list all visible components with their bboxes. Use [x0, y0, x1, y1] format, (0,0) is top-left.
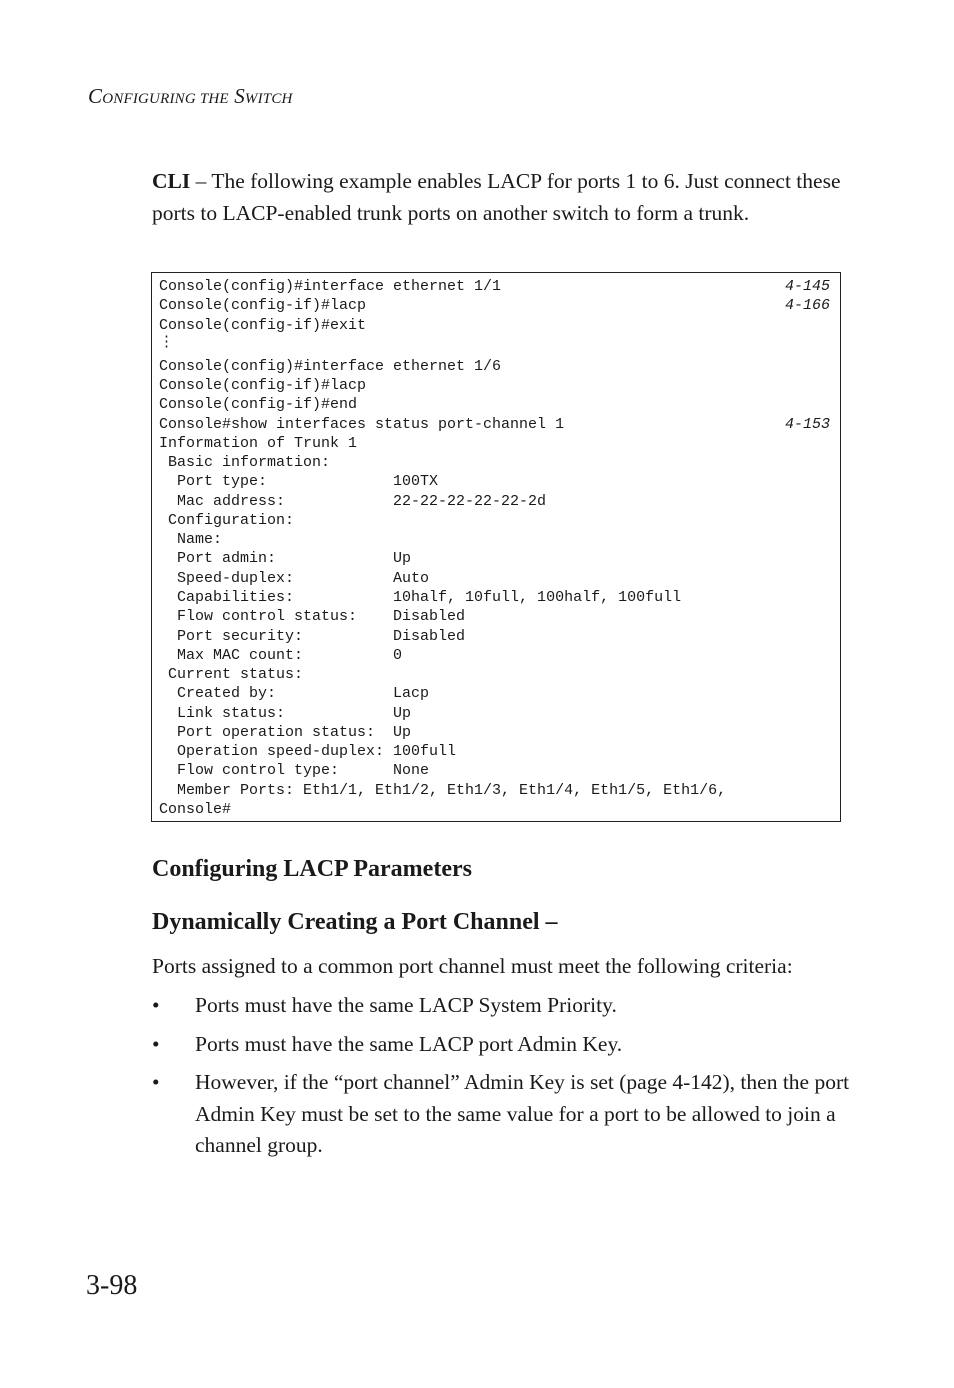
code-page-reference: 4-166	[784, 297, 830, 314]
code-line: Console(config-if)#lacp	[159, 297, 367, 314]
vertical-ellipsis: ⋮	[159, 334, 174, 351]
code-line: Member Ports: Eth1/1, Eth1/2, Eth1/3, Eth1/4, Eth1/5, Eth1/6,	[159, 782, 727, 799]
bullet-marker: •	[152, 993, 160, 1017]
code-line: Name:	[159, 531, 223, 548]
cli-label: CLI	[152, 169, 191, 193]
code-line: Mac address: 22-22-22-22-22-2d	[159, 493, 547, 510]
page-number: 3-98	[86, 1270, 138, 1301]
code-line: Console(config-if)#end	[159, 396, 358, 413]
criteria-paragraph: Ports assigned to a common port channel must meet the following criteria:	[152, 954, 793, 978]
code-page-reference: 4-145	[784, 278, 830, 295]
header-configuring-the: ONFIGURING THE	[102, 91, 229, 107]
code-line: Configuration:	[159, 512, 295, 529]
intro-paragraph	[152, 166, 852, 229]
code-line: Information of Trunk 1	[159, 435, 358, 452]
bullet-marker: •	[152, 1032, 160, 1056]
code-line: Max MAC count: 0	[159, 647, 403, 664]
section-heading: Configuring LACP Parameters	[152, 856, 472, 882]
code-line: Console(config-if)#lacp	[159, 377, 367, 394]
code-line: Operation speed-duplex: 100full	[159, 743, 457, 760]
bullet-marker: •	[152, 1070, 160, 1094]
header-witch: WITCH	[244, 91, 293, 107]
code-line: Link status: Up	[159, 705, 412, 722]
code-example-box	[151, 272, 841, 822]
code-line: Created by: Lacp	[159, 685, 430, 702]
code-line: Port admin: Up	[159, 550, 412, 567]
code-line: Flow control status: Disabled	[159, 608, 466, 625]
code-line: Console(config)#interface ethernet 1/1	[159, 278, 502, 295]
code-line: Capabilities: 10half, 10full, 100half, 100full	[159, 589, 682, 606]
code-line: Console#show interfaces status port-channel 1	[159, 416, 565, 433]
code-page-reference: 4-153	[784, 416, 830, 433]
code-line: Basic information:	[159, 454, 331, 471]
running-header	[88, 84, 293, 109]
code-line: Console(config)#interface ethernet 1/6	[159, 358, 502, 375]
list-item-text: Ports must have the same LACP port Admin Key.	[195, 1032, 623, 1056]
code-line: Console#	[159, 801, 232, 818]
code-line: Console(config-if)#exit	[159, 317, 367, 334]
subsection-heading: Dynamically Creating a Port Channel –	[152, 909, 558, 935]
code-line: Current status:	[159, 666, 304, 683]
intro-text: – The following example enables LACP for ports 1 to 6. Just connect these ports to LACP-enabled trunk ports on another switch to form a trunk.	[152, 169, 841, 225]
code-line: Port security: Disabled	[159, 628, 466, 645]
header-initial-c: C	[88, 84, 103, 108]
code-line: Port type: 100TX	[159, 473, 439, 490]
code-line: Speed-duplex: Auto	[159, 570, 430, 587]
list-item-text: Ports must have the same LACP System Priority.	[195, 993, 617, 1017]
code-line: Port operation status: Up	[159, 724, 412, 741]
list-item-text: However, if the “port channel” Admin Key is set (page 4-142), then the port Admin Key must be set to the same value for a port to be allowed to join a channel group.	[195, 1070, 850, 1157]
code-line: Flow control type: None	[159, 762, 430, 779]
header-initial-s: S	[234, 84, 245, 108]
